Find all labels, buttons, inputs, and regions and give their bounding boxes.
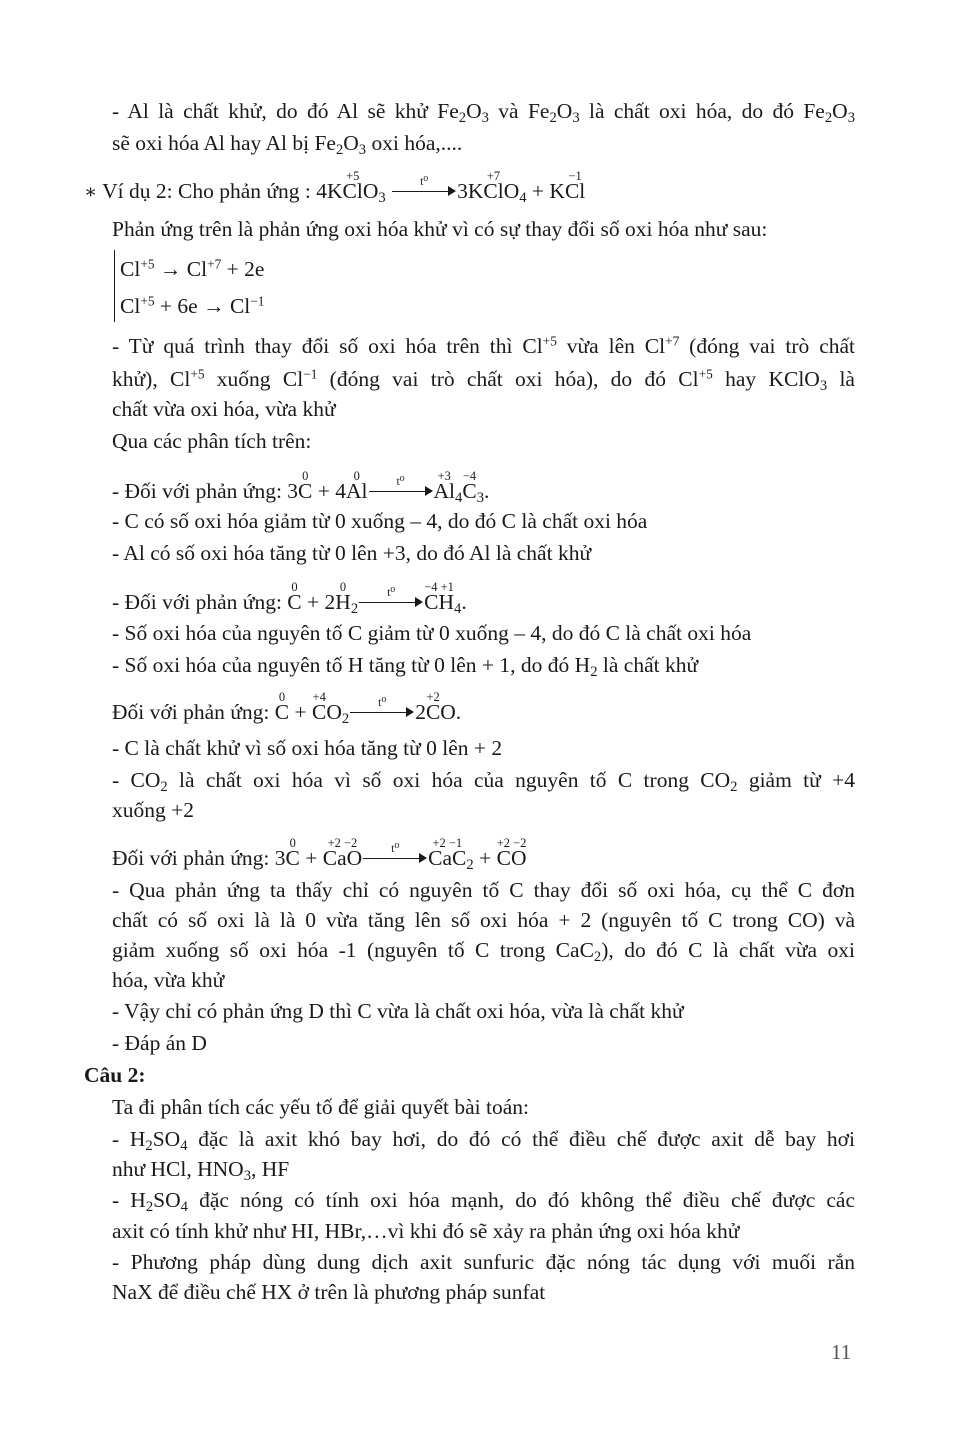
reaction-arrow: t⁰	[369, 485, 433, 498]
text-line: chất vừa oxi hóa, vừa khử	[112, 397, 336, 421]
text-line: Ta đi phân tích các yếu tố để giải quyết bài toán:	[112, 1095, 530, 1119]
text-line: - Al là chất khử, do đó Al sẽ khử $Fe_2O_3$ và $Fe_2O_3$ là chất oxi hóa, do đó $Fe_2O_3$	[112, 99, 856, 127]
example-2-line: ∗ Ví dụ 2: Cho phản ứng : 4K +5 ClO$_3$ t⁰ 3K +7 ClO$_4$ + K −1 Cl	[84, 168, 586, 207]
text-line: - C có số oxi hóa giảm từ 0 xuống – 4, do đó C là chất oxi hóa	[112, 509, 648, 533]
reaction-arrow: t⁰	[392, 185, 456, 198]
text-line: - Vậy chỉ có phản ứng D thì C vừa là chất oxi hóa, vừa là chất khử	[112, 999, 684, 1023]
system-brace	[114, 250, 115, 322]
text-line: - $CO_2$ là chất oxi hóa vì số oxi hóa của nguyên tố C trong $CO_2$ giảm từ +4	[112, 768, 855, 796]
text-line: - Qua phản ứng ta thấy chỉ có nguyên tố C thay đổi số oxi hóa, cụ thể C đơn	[112, 878, 855, 902]
text-line: NaX để điều chế HX ở trên là phương pháp sunfat	[112, 1280, 546, 1304]
asterisk-icon: ∗	[84, 182, 98, 203]
question-2-heading: Câu 2:	[84, 1063, 146, 1087]
reaction-line-2: - Đối với phản ứng: 0 C + 2 0 $H_2$ t⁰ −4 +1 $CH_4$.	[112, 579, 467, 618]
equation-kclo3: 4K +5 ClO$_3$ t⁰ 3K +7 ClO$_4$ + K −1 Cl	[316, 168, 586, 207]
text-line: - Số oxi hóa của nguyên tố C giảm từ 0 xuống – 4, do đó C là chất oxi hóa	[112, 621, 752, 645]
text-line: - $H_2SO_4$ đặc là axit khó bay hơi, do đó có thể điều chế được axit dễ bay hơi	[112, 1127, 856, 1155]
reaction-line-4: Đối với phản ứng: 3 0 C + +2 −2 CaO t⁰ +2 −1 CaC$_2$ + +2 −2 CO	[112, 835, 527, 874]
text-line: - Số oxi hóa của nguyên tố H tăng từ 0 lên + 1, do đó $H_2$ là chất khử	[112, 653, 699, 681]
reaction-arrow: t⁰	[359, 596, 423, 609]
text-line: - Đáp án D	[112, 1031, 207, 1055]
page-number: 11	[831, 1340, 852, 1364]
reaction-line-1: - Đối với phản ứng: 3 0 C + 4 0 Al t⁰ +3 $Al_4$ −4 $C_3$.	[112, 468, 490, 507]
text-line: Phản ứng trên là phản ứng oxi hóa khử vì có sự thay đổi số oxi hóa như sau:	[112, 217, 768, 241]
reaction-arrow: t⁰	[350, 706, 414, 719]
text-line: khử), $Cl^{+5}$ xuống $Cl^{-1}$ (đóng vai trò chất oxi hóa), do đó $Cl^{+5}$ hay KClO$_3$ là	[112, 366, 855, 395]
reaction-arrow: t⁰	[363, 852, 427, 865]
text-line: xuống +2	[112, 798, 195, 822]
reaction-line-3: Đối với phản ứng: 0 C + +4 $CO_2$ t⁰ 2 +2 CO.	[112, 689, 462, 728]
text-line: giảm xuống số oxi hóa -1 (nguyên tố C trong CaC$_2$), do đó C là chất vừa oxi	[112, 938, 856, 966]
half-reaction-1: $Cl^{+5} \to Cl^{+7} + 2e$	[120, 256, 265, 281]
text-line: như HCl, $HNO_3$, HF	[112, 1157, 290, 1185]
text-line: - Al có số oxi hóa tăng từ 0 lên +3, do đó Al là chất khử	[112, 541, 592, 565]
text-line: Qua các phân tích trên:	[112, 429, 312, 453]
text-line: hóa, vừa khử	[112, 968, 225, 992]
half-reaction-2: $Cl^{+5} + 6e \to Cl^{-1}$	[120, 293, 265, 318]
text-line: sẽ oxi hóa Al hay Al bị $Fe_2O_3$ oxi hóa,....	[112, 131, 463, 159]
text-line: chất có số oxi là là 0 vừa tăng lên số oxi hóa + 2 (nguyên tố C trong CO) và	[112, 908, 855, 932]
text-line: - C là chất khử vì số oxi hóa tăng từ 0 lên + 2	[112, 736, 503, 760]
text-line: - Từ quá trình thay đổi số oxi hóa trên thì $Cl^{+5}$ vừa lên $Cl^{+7}$ (đóng vai trò chất	[112, 333, 855, 358]
text-line: - Phương pháp dùng dung dịch axit sunfuric đặc nóng tác dụng với muối rắn	[112, 1250, 855, 1274]
text-line: - $H_2SO_4$ đặc nóng có tính oxi hóa mạnh, do đó không thể điều chế được các	[112, 1188, 856, 1216]
text-line: axit có tính khử như HI, HBr,…vì khi đó sẽ xảy ra phản ứng oxi hóa khử	[112, 1219, 740, 1243]
